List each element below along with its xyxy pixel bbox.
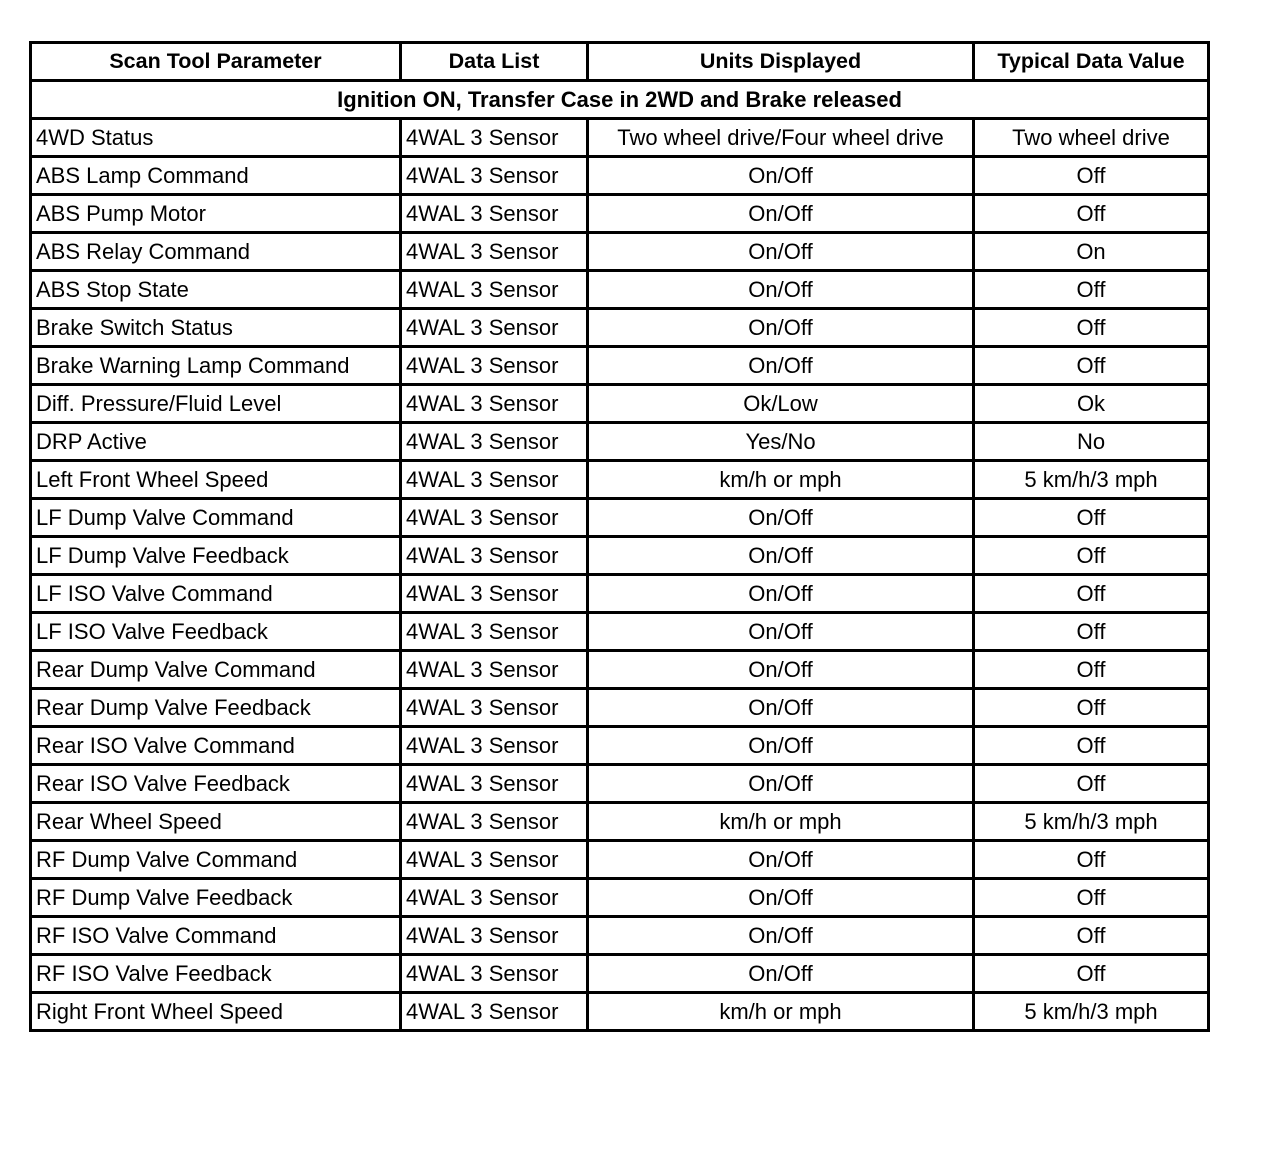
table-row bbox=[31, 689, 1209, 727]
table-row bbox=[31, 195, 1209, 233]
parameter-cell: Rear Dump Valve Command bbox=[31, 651, 401, 689]
parameter-cell: Rear ISO Valve Command bbox=[31, 727, 401, 765]
table-header-row bbox=[31, 43, 1209, 81]
data-list-cell: 4WAL 3 Sensor bbox=[401, 119, 588, 157]
parameter-cell: LF ISO Valve Feedback bbox=[31, 613, 401, 651]
data-list-cell: 4WAL 3 Sensor bbox=[401, 917, 588, 955]
table-row bbox=[31, 803, 1209, 841]
table-row bbox=[31, 423, 1209, 461]
typical-value-cell: 5 km/h/3 mph bbox=[974, 461, 1209, 499]
units-cell: On/Off bbox=[588, 689, 974, 727]
scan-tool-data-table bbox=[29, 41, 1210, 1032]
typical-value-cell: Off bbox=[974, 917, 1209, 955]
data-list-cell: 4WAL 3 Sensor bbox=[401, 879, 588, 917]
typical-value-cell: No bbox=[974, 423, 1209, 461]
table-row bbox=[31, 765, 1209, 803]
typical-value-cell: 5 km/h/3 mph bbox=[974, 993, 1209, 1031]
typical-value-cell: Ok bbox=[974, 385, 1209, 423]
table-row bbox=[31, 575, 1209, 613]
units-cell: On/Off bbox=[588, 917, 974, 955]
table-row bbox=[31, 993, 1209, 1031]
parameter-cell: RF Dump Valve Feedback bbox=[31, 879, 401, 917]
typical-value-cell: Two wheel drive bbox=[974, 119, 1209, 157]
parameter-cell: RF Dump Valve Command bbox=[31, 841, 401, 879]
units-cell: On/Off bbox=[588, 537, 974, 575]
data-list-cell: 4WAL 3 Sensor bbox=[401, 727, 588, 765]
data-list-cell: 4WAL 3 Sensor bbox=[401, 651, 588, 689]
condition-banner: Ignition ON, Transfer Case in 2WD and Brake released bbox=[31, 81, 1209, 119]
units-cell: km/h or mph bbox=[588, 803, 974, 841]
typical-value-cell: Off bbox=[974, 651, 1209, 689]
units-cell: km/h or mph bbox=[588, 461, 974, 499]
data-list-cell: 4WAL 3 Sensor bbox=[401, 195, 588, 233]
parameter-cell: Brake Switch Status bbox=[31, 309, 401, 347]
parameter-cell: ABS Lamp Command bbox=[31, 157, 401, 195]
data-list-cell: 4WAL 3 Sensor bbox=[401, 841, 588, 879]
parameter-cell: RF ISO Valve Feedback bbox=[31, 955, 401, 993]
table-row bbox=[31, 271, 1209, 309]
typical-value-cell: Off bbox=[974, 537, 1209, 575]
header-scan-tool-parameter: Scan Tool Parameter bbox=[31, 43, 401, 81]
data-list-cell: 4WAL 3 Sensor bbox=[401, 537, 588, 575]
parameter-cell: Rear Dump Valve Feedback bbox=[31, 689, 401, 727]
units-cell: On/Off bbox=[588, 499, 974, 537]
typical-value-cell: On bbox=[974, 233, 1209, 271]
units-cell: Ok/Low bbox=[588, 385, 974, 423]
units-cell: On/Off bbox=[588, 879, 974, 917]
data-list-cell: 4WAL 3 Sensor bbox=[401, 423, 588, 461]
parameter-cell: DRP Active bbox=[31, 423, 401, 461]
parameter-cell: 4WD Status bbox=[31, 119, 401, 157]
data-list-cell: 4WAL 3 Sensor bbox=[401, 955, 588, 993]
typical-value-cell: Off bbox=[974, 879, 1209, 917]
parameter-cell: Rear ISO Valve Feedback bbox=[31, 765, 401, 803]
table-row bbox=[31, 233, 1209, 271]
typical-value-cell: Off bbox=[974, 689, 1209, 727]
units-cell: On/Off bbox=[588, 309, 974, 347]
units-cell: On/Off bbox=[588, 955, 974, 993]
table-row bbox=[31, 119, 1209, 157]
parameter-cell: ABS Stop State bbox=[31, 271, 401, 309]
data-list-cell: 4WAL 3 Sensor bbox=[401, 765, 588, 803]
table-row bbox=[31, 309, 1209, 347]
header-units-displayed: Units Displayed bbox=[588, 43, 974, 81]
table-row bbox=[31, 613, 1209, 651]
data-list-cell: 4WAL 3 Sensor bbox=[401, 347, 588, 385]
typical-value-cell: Off bbox=[974, 765, 1209, 803]
units-cell: On/Off bbox=[588, 271, 974, 309]
units-cell: On/Off bbox=[588, 575, 974, 613]
table-row bbox=[31, 879, 1209, 917]
data-list-cell: 4WAL 3 Sensor bbox=[401, 461, 588, 499]
parameter-cell: LF Dump Valve Feedback bbox=[31, 537, 401, 575]
typical-value-cell: Off bbox=[974, 727, 1209, 765]
table-row bbox=[31, 157, 1209, 195]
typical-value-cell: Off bbox=[974, 271, 1209, 309]
parameter-cell: RF ISO Valve Command bbox=[31, 917, 401, 955]
parameter-cell: Diff. Pressure/Fluid Level bbox=[31, 385, 401, 423]
data-list-cell: 4WAL 3 Sensor bbox=[401, 575, 588, 613]
units-cell: On/Off bbox=[588, 651, 974, 689]
typical-value-cell: Off bbox=[974, 195, 1209, 233]
data-list-cell: 4WAL 3 Sensor bbox=[401, 993, 588, 1031]
table-row bbox=[31, 651, 1209, 689]
units-cell: On/Off bbox=[588, 157, 974, 195]
units-cell: Yes/No bbox=[588, 423, 974, 461]
typical-value-cell: Off bbox=[974, 157, 1209, 195]
data-list-cell: 4WAL 3 Sensor bbox=[401, 803, 588, 841]
data-list-cell: 4WAL 3 Sensor bbox=[401, 271, 588, 309]
parameter-cell: Left Front Wheel Speed bbox=[31, 461, 401, 499]
parameter-cell: LF Dump Valve Command bbox=[31, 499, 401, 537]
table-row bbox=[31, 917, 1209, 955]
parameter-cell: ABS Pump Motor bbox=[31, 195, 401, 233]
units-cell: Two wheel drive/Four wheel drive bbox=[588, 119, 974, 157]
units-cell: On/Off bbox=[588, 841, 974, 879]
condition-row bbox=[31, 81, 1209, 119]
units-cell: On/Off bbox=[588, 233, 974, 271]
table-row bbox=[31, 955, 1209, 993]
units-cell: On/Off bbox=[588, 347, 974, 385]
table-row bbox=[31, 347, 1209, 385]
units-cell: On/Off bbox=[588, 727, 974, 765]
table-row bbox=[31, 727, 1209, 765]
data-list-cell: 4WAL 3 Sensor bbox=[401, 613, 588, 651]
parameter-cell: Right Front Wheel Speed bbox=[31, 993, 401, 1031]
units-cell: On/Off bbox=[588, 195, 974, 233]
data-list-cell: 4WAL 3 Sensor bbox=[401, 385, 588, 423]
table-row bbox=[31, 461, 1209, 499]
typical-value-cell: 5 km/h/3 mph bbox=[974, 803, 1209, 841]
table-row bbox=[31, 841, 1209, 879]
data-list-cell: 4WAL 3 Sensor bbox=[401, 157, 588, 195]
typical-value-cell: Off bbox=[974, 575, 1209, 613]
parameter-cell: Brake Warning Lamp Command bbox=[31, 347, 401, 385]
typical-value-cell: Off bbox=[974, 309, 1209, 347]
header-typical-data-value: Typical Data Value bbox=[974, 43, 1209, 81]
parameter-cell: ABS Relay Command bbox=[31, 233, 401, 271]
table-row bbox=[31, 499, 1209, 537]
header-data-list: Data List bbox=[401, 43, 588, 81]
typical-value-cell: Off bbox=[974, 955, 1209, 993]
data-list-cell: 4WAL 3 Sensor bbox=[401, 233, 588, 271]
typical-value-cell: Off bbox=[974, 499, 1209, 537]
data-list-cell: 4WAL 3 Sensor bbox=[401, 309, 588, 347]
data-list-cell: 4WAL 3 Sensor bbox=[401, 499, 588, 537]
table-row bbox=[31, 537, 1209, 575]
parameter-cell: LF ISO Valve Command bbox=[31, 575, 401, 613]
table-row bbox=[31, 385, 1209, 423]
parameter-cell: Rear Wheel Speed bbox=[31, 803, 401, 841]
units-cell: On/Off bbox=[588, 613, 974, 651]
units-cell: On/Off bbox=[588, 765, 974, 803]
typical-value-cell: Off bbox=[974, 841, 1209, 879]
typical-value-cell: Off bbox=[974, 347, 1209, 385]
units-cell: km/h or mph bbox=[588, 993, 974, 1031]
data-list-cell: 4WAL 3 Sensor bbox=[401, 689, 588, 727]
typical-value-cell: Off bbox=[974, 613, 1209, 651]
